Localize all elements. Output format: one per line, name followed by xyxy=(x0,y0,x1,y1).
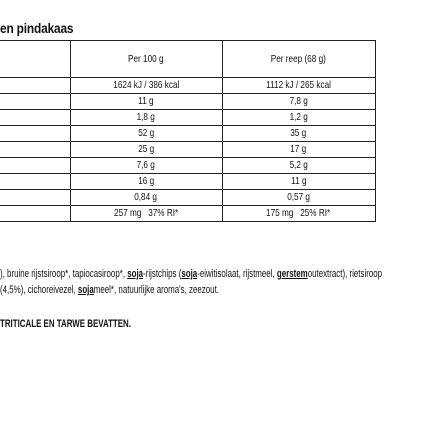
nutrient-label xyxy=(0,190,70,206)
ingredient-text: -rijstchips ( xyxy=(143,268,182,280)
nutrient-label xyxy=(0,94,70,110)
table-row xyxy=(0,110,375,126)
ingredient-text: (4,5%), cichoreivezel, xyxy=(0,284,78,296)
value-per-bar: 5,2 g xyxy=(222,158,375,174)
table-row xyxy=(0,174,375,190)
table-row xyxy=(0,94,375,110)
ingredient-text: meel*, natuurlijke aroma's, zeezout. xyxy=(93,284,219,296)
allergen-soja: soja xyxy=(77,284,94,296)
value-per-100g: 11 g xyxy=(70,94,222,110)
ingredient-text: -eiwitisolaat, rijstmeel, xyxy=(197,268,277,280)
nutrient-label xyxy=(0,206,70,222)
header-per-bar: Per reep (68 g) xyxy=(222,41,375,78)
allergen-soja: soja xyxy=(127,268,144,280)
table-header-row xyxy=(0,41,375,78)
ingredients-line-2 xyxy=(0,284,219,296)
allergy-statement: TRITICALE EN TARWE BEVATTEN. xyxy=(0,318,131,330)
value-per-bar: 1,2 g xyxy=(222,110,375,126)
nutrition-table xyxy=(0,40,376,222)
product-title-fragment: en pindakaas xyxy=(0,20,74,36)
table-row xyxy=(0,126,375,142)
table-row xyxy=(0,78,375,94)
value-per-100g: 0,84 g xyxy=(70,190,222,206)
nutrient-label xyxy=(0,78,70,94)
allergen-gerst: gerstem xyxy=(276,268,308,280)
table-row xyxy=(0,158,375,174)
value-per-100g: 25 g xyxy=(70,142,222,158)
value-per-bar: 175 mg 25% RI* xyxy=(222,206,375,222)
ingredients-line-1 xyxy=(0,268,382,280)
nutrient-label xyxy=(0,110,70,126)
value-per-100g: 1,8 g xyxy=(70,110,222,126)
nutrient-label xyxy=(0,126,70,142)
value-per-bar: 35 g xyxy=(222,126,375,142)
ingredient-text: outextract), rietsiroop xyxy=(307,268,383,280)
table-row xyxy=(0,142,375,158)
value-per-100g: 1624 kJ / 386 kcal xyxy=(70,78,222,94)
value-per-bar: 17 g xyxy=(222,142,375,158)
value-per-bar: 1112 kJ / 265 kcal xyxy=(222,78,375,94)
value-per-100g: 7,6 g xyxy=(70,158,222,174)
header-per-100g: Per 100 g xyxy=(70,41,222,78)
table-row xyxy=(0,190,375,206)
value-per-bar: 0,57 g xyxy=(222,190,375,206)
nutrient-label xyxy=(0,174,70,190)
value-per-100g: 257 mg 37% RI* xyxy=(70,206,222,222)
value-per-bar: 11 g xyxy=(222,174,375,190)
table-row xyxy=(0,206,375,222)
allergen-soja: soja xyxy=(181,268,198,280)
value-per-100g: 52 g xyxy=(70,126,222,142)
nutrient-label xyxy=(0,142,70,158)
nutrient-label xyxy=(0,158,70,174)
value-per-100g: 16 g xyxy=(70,174,222,190)
value-per-bar: 7,8 g xyxy=(222,94,375,110)
ingredient-text: ), bruine rijstsiroop*, tapiocasiroop*, xyxy=(0,268,128,280)
header-nutrient xyxy=(0,41,70,78)
